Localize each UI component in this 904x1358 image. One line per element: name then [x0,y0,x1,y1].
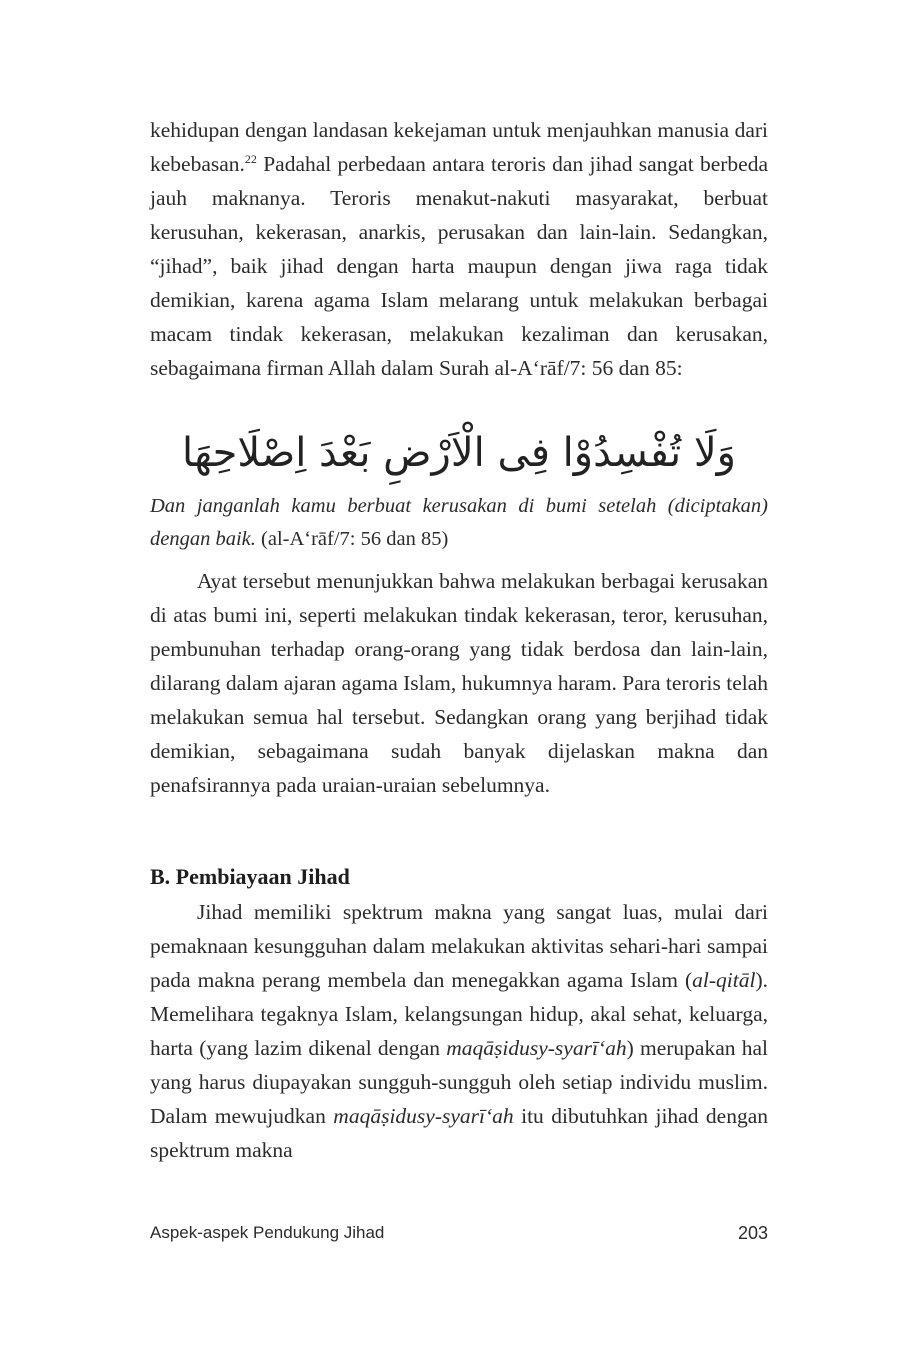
footnote-marker[interactable]: 22 [244,151,257,166]
section-text-d: itu dibutuhkan jihad dengan spektrum makna [150,1104,769,1162]
verse-translation [150,490,768,556]
verse-translation-italic: Dan janganlah kamu berbuat kerusakan di bumi setelah (diciptakan) dengan baik. [150,495,768,550]
paragraph-intro [150,113,768,385]
term-maqasid-1: maqāṣidusy-syarī‘ah [446,1036,627,1060]
section-heading: B. Pembiayaan Jihad [150,864,350,889]
paragraph-section [150,895,768,1167]
paragraph-intro-text-a: kehidupan dengan landasan kekejaman untuk menjauhkan manusia dari kebebasan. [150,118,768,176]
verse-reference: (al-A‘rāf/7: 56 dan 85) [255,528,449,550]
quran-verse-arabic: وَلَا تُفْسِدُوْا فِى الْاَرْضِ بَعْدَ اِصْلَاحِهَا [182,430,736,476]
term-al-qital: al-qitāl [692,968,756,992]
paragraph-explanation-text: Ayat tersebut menunjukkan bahwa melakukan berbagai kerusakan di atas bumi ini, seperti melakukan tindak kekerasan, teror, kerusuhan, pembunuhan terhadap orang-orang yang tidak berdosa dan lain-lain, dilarang dalam ajaran agama Islam, hukumnya haram. Para teroris telah melakukan semua hal tersebut. Sedangkan orang yang berjihad tidak demikian, sebagaimana sudah banyak dijelaskan makna dan penafsirannya pada uraian-uraian sebelumnya. [150,569,768,797]
section-text-b: ). Memelihara tegaknya Islam, kelangsungan hidup, akal sehat, keluarga, harta (yang lazim dikenal dengan [150,968,768,1060]
paragraph-intro-text-b: Padahal perbedaan antara teroris dan jihad sangat berbeda jauh maknanya. Teroris menakut-nakuti masyarakat, berbuat kerusuhan, kekerasan, anarkis, perusakan dan lain-lain. Sedangkan, “jihad”, baik jihad dengan harta maupun dengan jiwa raga tidak demikian, karena agama Islam melarang untuk melakukan berbagai macam tindak kekerasan, melakukan kezaliman dan kerusakan, sebagaimana firman Allah dalam Surah al-A‘rāf/7: 56 dan 85: [150,152,768,380]
section-text-c: ) merupakan hal yang harus diupayakan sungguh-sungguh oleh setiap individu muslim. Dalam mewujudkan [150,1036,769,1128]
section-text-a: Jihad memiliki spektrum makna yang sangat luas, mulai dari pemaknaan kesungguhan dalam melakukan aktivitas sehari-hari sampai pada makna perang membela dan menegakkan agama Islam ( [150,900,768,992]
page-number: 203 [737,1223,768,1243]
paragraph-explanation [150,564,768,802]
running-title: Aspek-aspek Pendukung Jihad [150,1223,385,1242]
term-maqasid-2: maqāṣidusy-syarī‘ah [333,1104,514,1128]
